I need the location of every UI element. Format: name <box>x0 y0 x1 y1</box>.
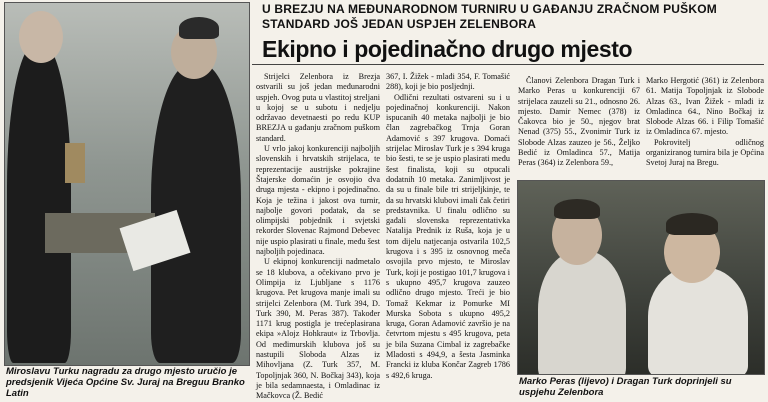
photo2-caption: Marko Peras (lijevo) i Dragan Turk doprinjeli su uspjehu Zelenbora <box>519 376 732 398</box>
paragraph: 367, I. Žižek - mlađi 354, F. Tomašić 288), koji je bio posljednji. <box>386 72 510 92</box>
award-ceremony-photo <box>4 2 250 366</box>
article-column-1 <box>256 72 380 402</box>
headline-divider <box>252 64 764 65</box>
shooters-photo <box>517 180 765 375</box>
article-column-4 <box>646 76 764 176</box>
paragraph: Strijelci Zelenbora iz Brezja ostvarili su još jedan međunarodni uspjeh. Ovog puta u vlastitoj streljani u kojoj se u subotu i nedjelju održavao devetnaesti po redu KUP BREZJA u gađanju zračnom puškom standard. <box>256 72 380 143</box>
photo1-caption: Miroslavu Turku nagradu za drugo mjesto uručio je predsjenik Vijeća Općine Sv. Juraj na Breguu Branko Latin <box>6 366 245 399</box>
paragraph: Odlični rezultati ostvareni su i u pojedinačnoj konkurenciji. Nakon ispucanih 40 metaka najbolji je bio član zagrebačkog Trnja Goran Adamović s 397 krugova. Domaći strijelac Miroslav Turk je s 394 kruga bio šesti, te se je uspio plasirati među šest finalista, koji su otpucali dodatnih 10 metaka. Zanimljivost je da su u finale bile tri strijeljkinje, te da su hrvatski klubovi imali čak četiri predstavnika. U finalu odlično su gađali slovenska reprezentativka Natalija Prednik iz Ruša, koja je u tom dijelu natjecanja ostvarila 102,5 krugova i s 395 iz osnovnog meča osvojila prvo mjesto, te Miroslav Turk, koji je postigao 101,7 krugova i s ukupno 495,7 krugova zauzeo odlično drugo mjesto. Treći je bio Tomaž Kekmar iz Pomurke MI Murska Sobota s ukupno 495,2 kruga, Goran Adamović završio je na četvrtom mjestu s 495 krugova, peta je bila Suzana Cimbal iz zagrebačke Mladosti s 494,9, a šesta Jasminka Francki iz kluba Končar Zagreb 1786 s 492,6 kruga. <box>386 92 510 380</box>
paragraph: U ekipnoj konkurenciji nadmetalo se 18 klubova, a očekivano prvo je Olimpija iz Ljubljane s 1176 krugova. Pet krugova manje imali su strijelci Zelenbora (M. Turk 394, D. Turk 390, M. Peras 387). Također 1171 krug postigla je trećeplasirana ekipa »Alojz Hohkraut« iz Trbovlja. Od međimurskih klubova još su nastupili Sloboda Alzas iz Mihovljana (Z. Turk 357, M. Topoljnjak 360, N. Bočkaj 343), koja je bila sedamnaesta, i Omladinac iz Mačkovca (Ž. Bedić <box>256 257 380 401</box>
article-kicker: U BREZJU NA MEĐUNARODNOM TURNIRU U GAĐANJU ZRAČNOM PUŠKOM STANDARD JOŠ JEDAN USPJEH ZELENBORA <box>262 2 717 31</box>
article-headline: Ekipno i pojedinačno drugo mjesto <box>262 36 633 62</box>
paragraph: Članovi Zelenbora Dragan Turk i Marko Peras u konkurenciji 67 strijelaca zauzeli su 21., odnosno 26. mjesto. Damir Nemec (378) iz Čakovca bio je 50., njegov brat Nenad (375) 55., Zvonimir Turk iz Slobode Alzas zauzeo je 56., Željko Bedić iz Omladinca 57., Matija Peras (364) iz Zelenbora 59., <box>518 76 640 168</box>
paragraph: Pokrovitelj odličnog organiziranog turnira bila je Općina Svetoj Juraj na Bregu. <box>646 137 764 168</box>
paragraph: U vrlo jakoj konkurenciji najboljih slovenskih i hrvatskih strijelaca, te reprezentacije austrijske pokrajine Štajerske domaćin je osvojio dva druga mjesta - ekipno i pojedinačno. Koja je težina i jakost ova turnir, najbolje govori podatak, da se olimpijski pobjednik i svjetski rekorder Slovenac Rajmond Debevec nije uspio plasirati u finale, među šest najboljih pojedinaca. <box>256 144 380 257</box>
article-column-2 <box>386 72 510 381</box>
article-column-3 <box>518 76 640 176</box>
paragraph: Marko Hergotić (361) iz Zelenbora 61. Matija Topoljnjak iz Slobode Alzas 63., Ivan Žižek - mlađi iz Omladinca 64., Nino Bočkaj iz Slobode Alzas 66. i Filip Tomašić iz Omladinca 67. mjesto. <box>646 76 764 137</box>
